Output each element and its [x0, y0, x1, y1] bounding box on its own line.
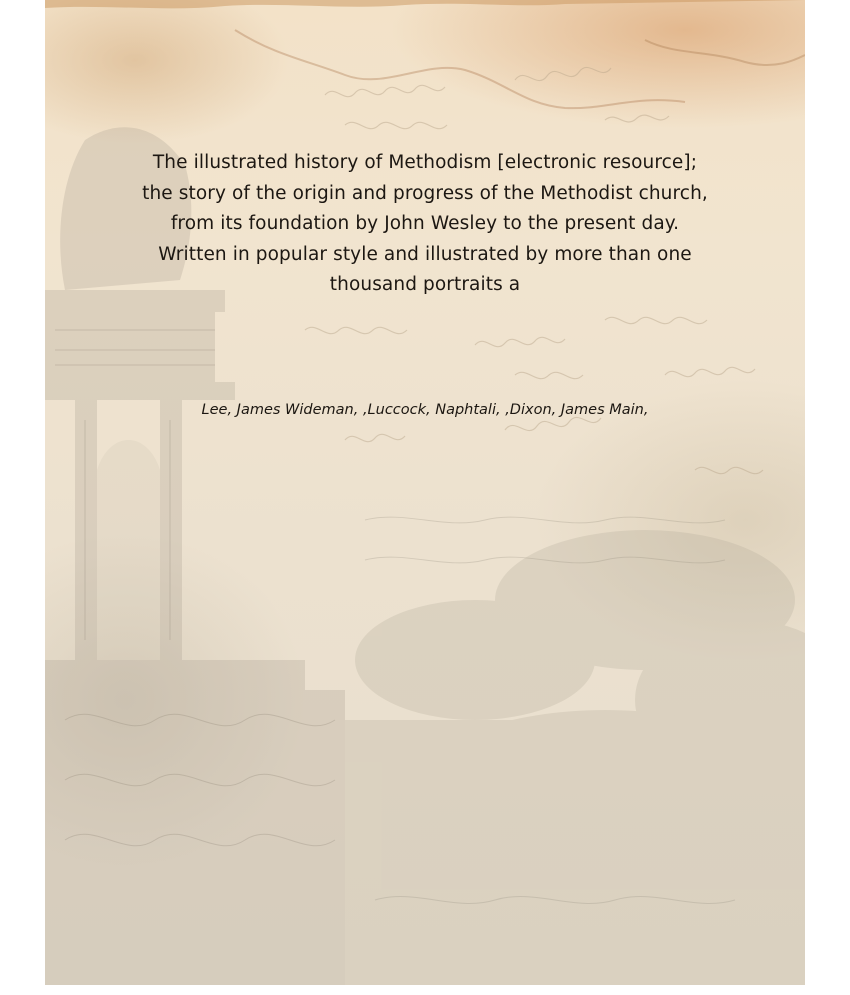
book-cover: [45, 0, 805, 985]
book-title: The illustrated history of Methodism [electronic resource]; the story of the origin and progress of the Methodist church, from its foundation by John Wesley to the present day. Written in popular style and illustrated by more than one thousand portraits a: [142, 152, 708, 295]
book-authors: Lee, James Wideman, ,Luccock, Naphtali, ,Dixon, James Main,: [201, 402, 649, 418]
